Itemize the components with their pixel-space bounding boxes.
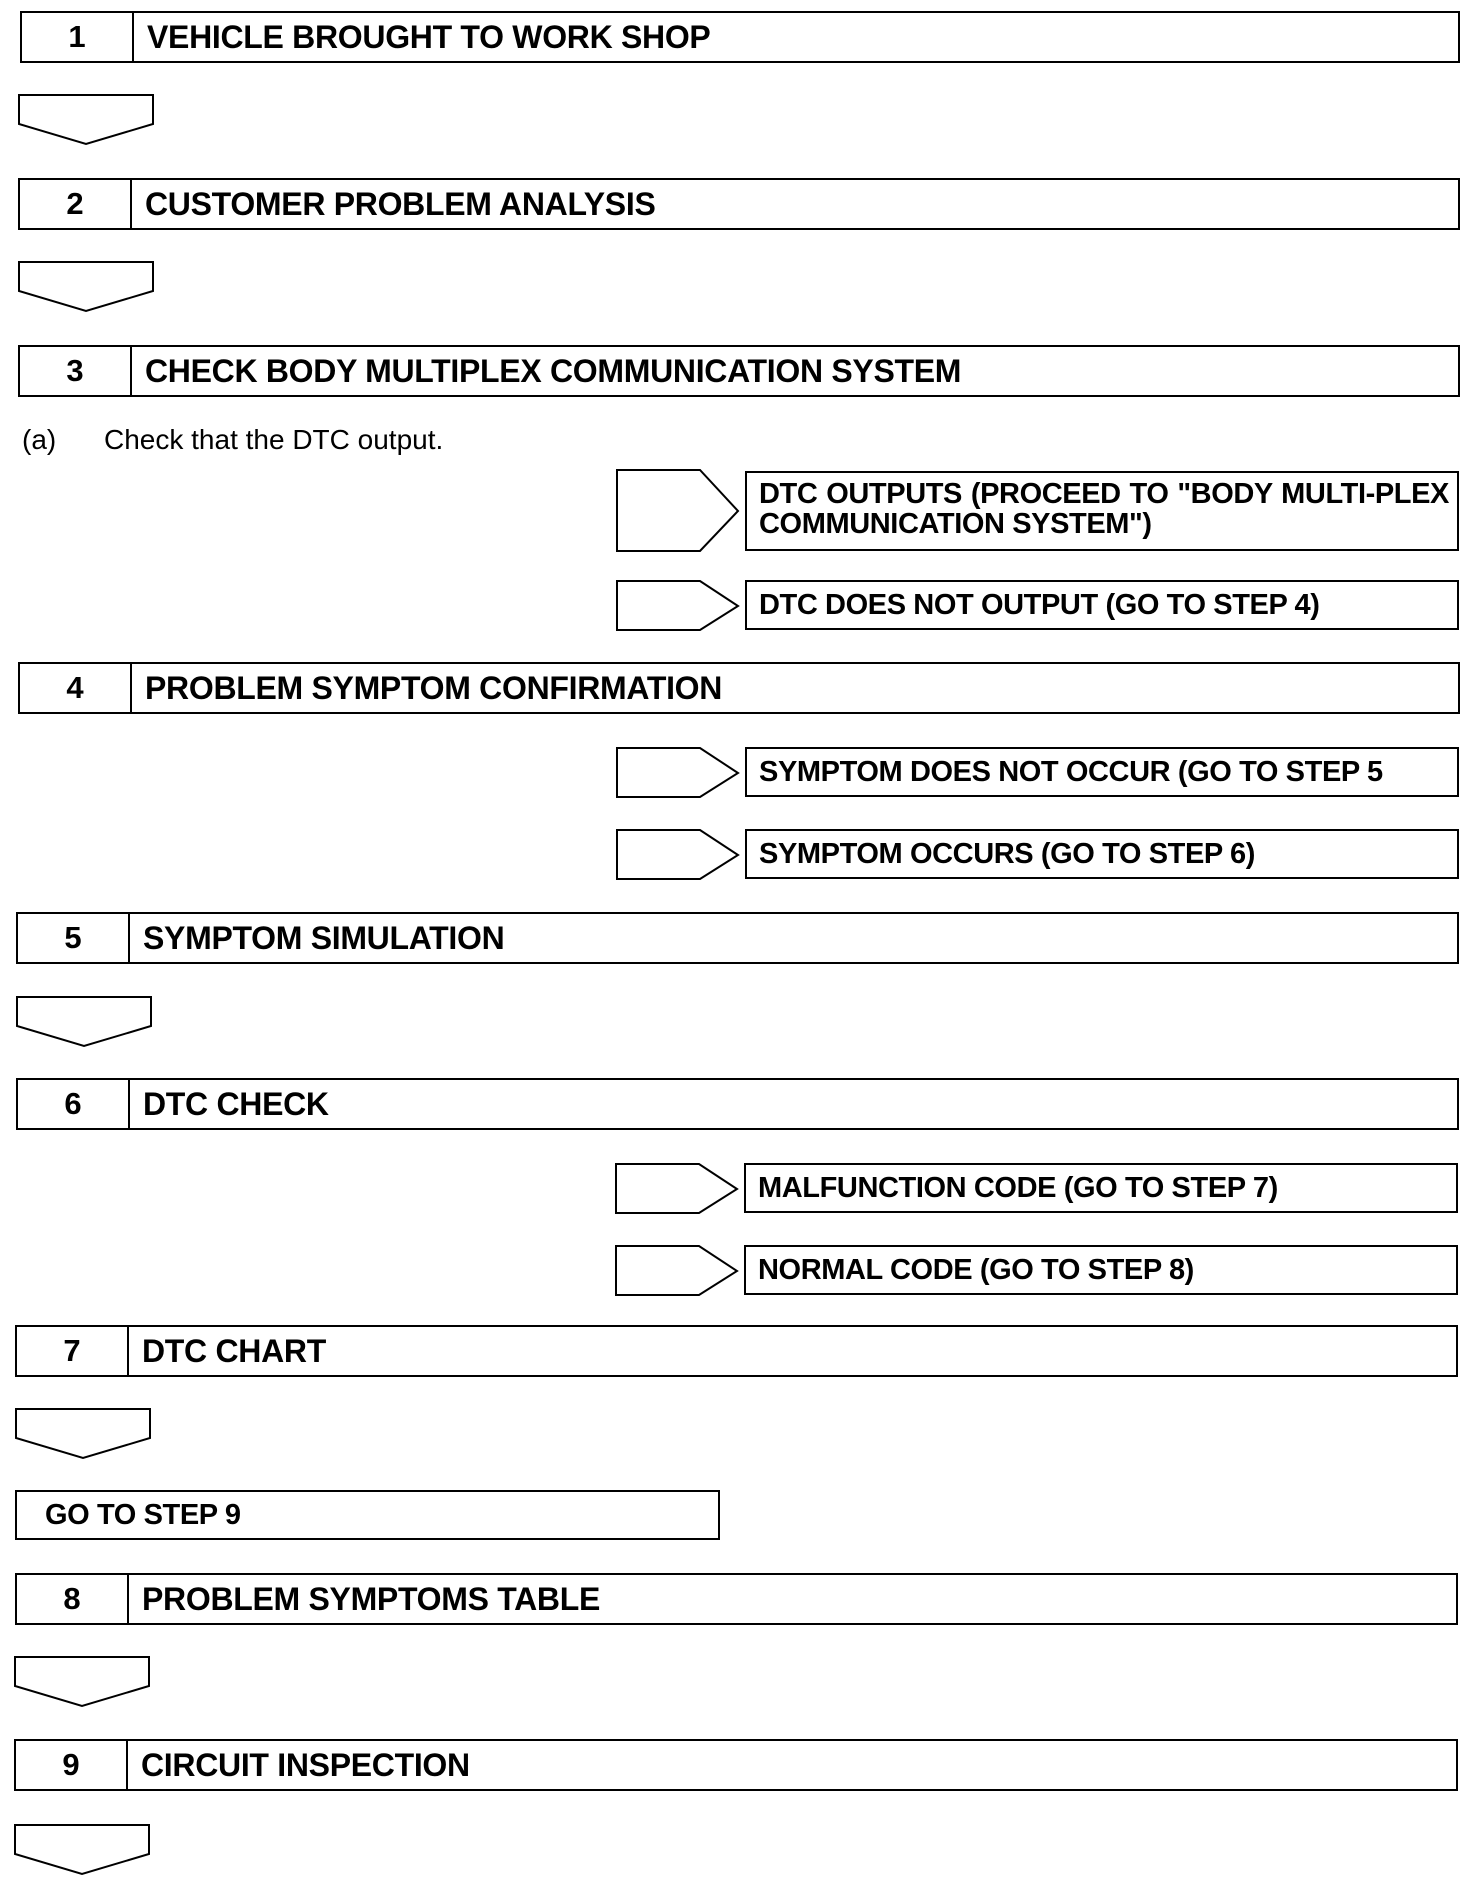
step-7-box xyxy=(15,1325,1458,1377)
step-number: 5 xyxy=(18,914,130,962)
step-2-box xyxy=(18,178,1460,230)
down-arrow-icon xyxy=(15,1408,155,1460)
step-5-box xyxy=(16,912,1459,964)
instruction-text: Check that the DTC output. xyxy=(104,424,444,455)
step-4-box xyxy=(18,662,1460,714)
step-title: SYMPTOM SIMULATION xyxy=(143,919,505,956)
step-number: 6 xyxy=(18,1080,130,1128)
step-number: 4 xyxy=(20,664,132,712)
step-9-box xyxy=(14,1739,1458,1791)
right-arrow-icon xyxy=(616,469,741,553)
result-dtc-not-output: DTC DOES NOT OUTPUT (GO TO STEP 4) xyxy=(745,580,1459,630)
right-arrow-icon xyxy=(615,1163,740,1215)
go-to-step-9-box: GO TO STEP 9 xyxy=(15,1490,720,1540)
result-malfunction-code: MALFUNCTION CODE (GO TO STEP 7) xyxy=(744,1163,1458,1213)
result-symptom-occurs: SYMPTOM OCCURS (GO TO STEP 6) xyxy=(745,829,1459,879)
step-title: PROBLEM SYMPTOMS TABLE xyxy=(142,1580,601,1617)
right-arrow-icon xyxy=(616,829,741,881)
step-6-box xyxy=(16,1078,1459,1130)
step-title: CHECK BODY MULTIPLEX COMMUNICATION SYSTEM xyxy=(145,352,962,389)
step-number: 8 xyxy=(17,1575,129,1623)
step-number: 3 xyxy=(20,347,132,395)
step-number: 2 xyxy=(20,180,132,228)
step-number: 7 xyxy=(17,1327,129,1375)
result-dtc-outputs: DTC OUTPUTS (PROCEED TO "BODY MULTI-PLEX COMMUNICATION SYSTEM") xyxy=(745,471,1459,551)
step-title: PROBLEM SYMPTOM CONFIRMATION xyxy=(145,669,723,706)
result-symptom-not-occur: SYMPTOM DOES NOT OCCUR (GO TO STEP 5 xyxy=(745,747,1459,797)
right-arrow-icon xyxy=(615,1245,740,1297)
right-arrow-icon xyxy=(616,580,741,632)
instruction-note xyxy=(22,424,443,456)
down-arrow-icon xyxy=(18,261,158,313)
step-number: 9 xyxy=(16,1741,128,1789)
step-number: 1 xyxy=(22,13,134,61)
right-arrow-icon xyxy=(616,747,741,799)
step-title: DTC CHECK xyxy=(143,1085,329,1122)
step-title: DTC CHART xyxy=(142,1332,326,1369)
instruction-label: (a) xyxy=(22,424,57,455)
down-arrow-icon xyxy=(14,1824,154,1876)
step-1-box xyxy=(20,11,1460,63)
step-8-box xyxy=(15,1573,1458,1625)
result-normal-code: NORMAL CODE (GO TO STEP 8) xyxy=(744,1245,1458,1295)
step-title: CIRCUIT INSPECTION xyxy=(141,1746,470,1783)
down-arrow-icon xyxy=(18,94,158,146)
down-arrow-icon xyxy=(14,1656,154,1708)
step-title: CUSTOMER PROBLEM ANALYSIS xyxy=(145,185,656,222)
step-3-box xyxy=(18,345,1460,397)
step-title: VEHICLE BROUGHT TO WORK SHOP xyxy=(147,18,711,55)
down-arrow-icon xyxy=(16,996,156,1048)
